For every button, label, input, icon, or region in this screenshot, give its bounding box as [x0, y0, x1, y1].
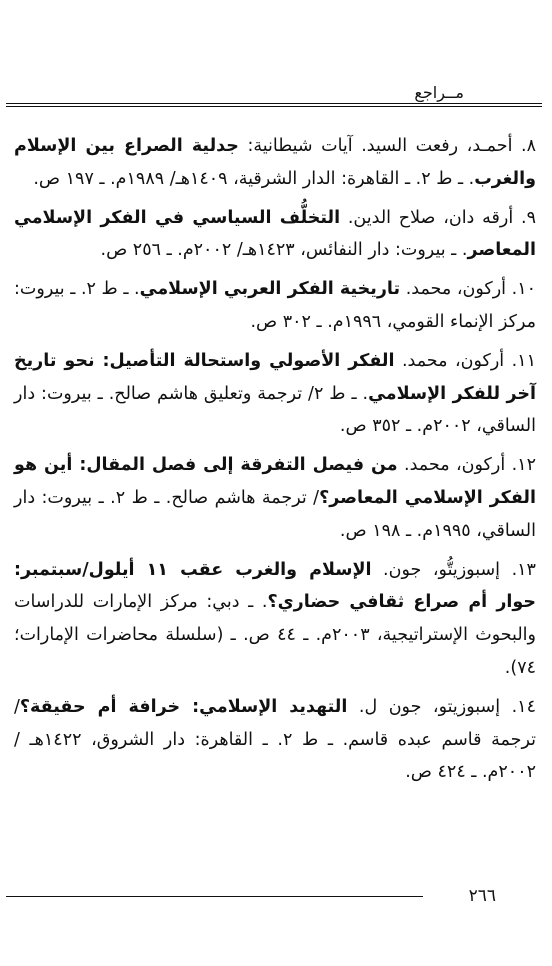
reference-title: جدلية الصراع بين الإسلام والغرب [14, 136, 536, 189]
reference-item-10 [14, 273, 536, 339]
reference-number: ٨. [512, 136, 537, 156]
reference-imprint: . ـ ط ٢. ـ بيروت: مركز الإنماء القومي، ١٩٩٦م. ـ ٣٠٢ ص. [14, 279, 536, 332]
reference-item-11 [14, 345, 536, 443]
reference-author: أركون، محمد. [400, 279, 507, 300]
reference-imprint: . ـ بيروت: دار النفائس، ١٤٢٣هـ/ ٢٠٠٢م. ـ ٢٥٦ ص. [100, 240, 468, 261]
reference-title: تاريخية الفكر العربي الإسلامي [139, 279, 401, 300]
reference-item-12 [14, 449, 536, 547]
reference-imprint: . ـ ط ٢. ـ القاهرة: الدار الشرقية، ١٤٠٩هـ/ ١٩٨٩م. ـ ١٩٧ ص. [33, 168, 475, 189]
reference-number: ١١. [504, 350, 536, 371]
page-number: ٢٦٦ [468, 886, 496, 906]
reference-imprint: / ترجمة قاسم عبده قاسم. ـ ط ٢. ـ القاهرة: دار الشروق، ١٤٢٢هـ / ٢٠٠٢م. ـ ٤٢٤ ص. [14, 696, 536, 783]
reference-list [14, 130, 536, 795]
reference-imprint: / ترجمة هاشم صالح. ـ ط ٢. ـ بيروت: دار الساقي، ١٩٩٥م. ـ ١٩٨ ص. [14, 487, 536, 541]
reference-number: ٩. [513, 207, 536, 228]
reference-author: أرقه دان، صلاح الدين. [340, 207, 514, 228]
reference-imprint: . ـ ط ٢/ ترجمة وتعليق هاشم صالح. ـ بيروت: دار الساقي، ٢٠٠٢م. ـ ٣٥٢ ص. [14, 383, 536, 437]
running-title: مــراجع [414, 83, 464, 102]
reference-item-9 [14, 202, 536, 268]
reference-author: أحمـد، رفعت السيد. آيات شيطانية: [238, 136, 513, 156]
reference-item-14 [14, 691, 536, 789]
header-rule [6, 103, 542, 104]
reference-imprint: . ـ دبي: مركز الإمارات للدراسات والبحوث الإستراتيجية، ٢٠٠٣م. ـ ٤٤ ص. ـ (سلسلة محاضرات الإمارات؛ ٧٤). [14, 592, 536, 678]
reference-author: أركون، محمد. [397, 455, 506, 476]
reference-number: ١٤. [500, 696, 536, 717]
reference-number: ١٠. [506, 279, 537, 300]
reference-title: الإسلام والغرب عقب ١١ أيلول/سبتمبر: حوار أم صراع ثقافي حضاري؟ [14, 559, 536, 613]
reference-author: إسبوزيتُّو، جون. [371, 559, 501, 580]
reference-number: ١٢. [505, 455, 536, 476]
reference-item-13 [14, 554, 536, 685]
reference-item-8 [14, 130, 536, 196]
header-rule-double [6, 106, 542, 107]
reference-title: التهديد الإسلامي: خرافة أم حقيقة؟ [19, 696, 348, 717]
reference-title: الفكر الأصولي واستحالة التأصيل: نحو تاريخ آخر للفكر الإسلامي [14, 350, 536, 404]
reference-number: ١٣. [500, 559, 536, 580]
reference-title: التخلُّف السياسي في الفكر الإسلامي المعاصر [14, 207, 536, 261]
footer-rule [6, 896, 423, 897]
reference-author: أركون، محمد. [394, 350, 505, 371]
reference-author: إسبوزيتو، جون ل. [347, 696, 501, 717]
reference-title: من فيصل التفرقة إلى فصل المقال: أين هو الفكر الإسلامي المعاصر؟ [14, 455, 536, 508]
